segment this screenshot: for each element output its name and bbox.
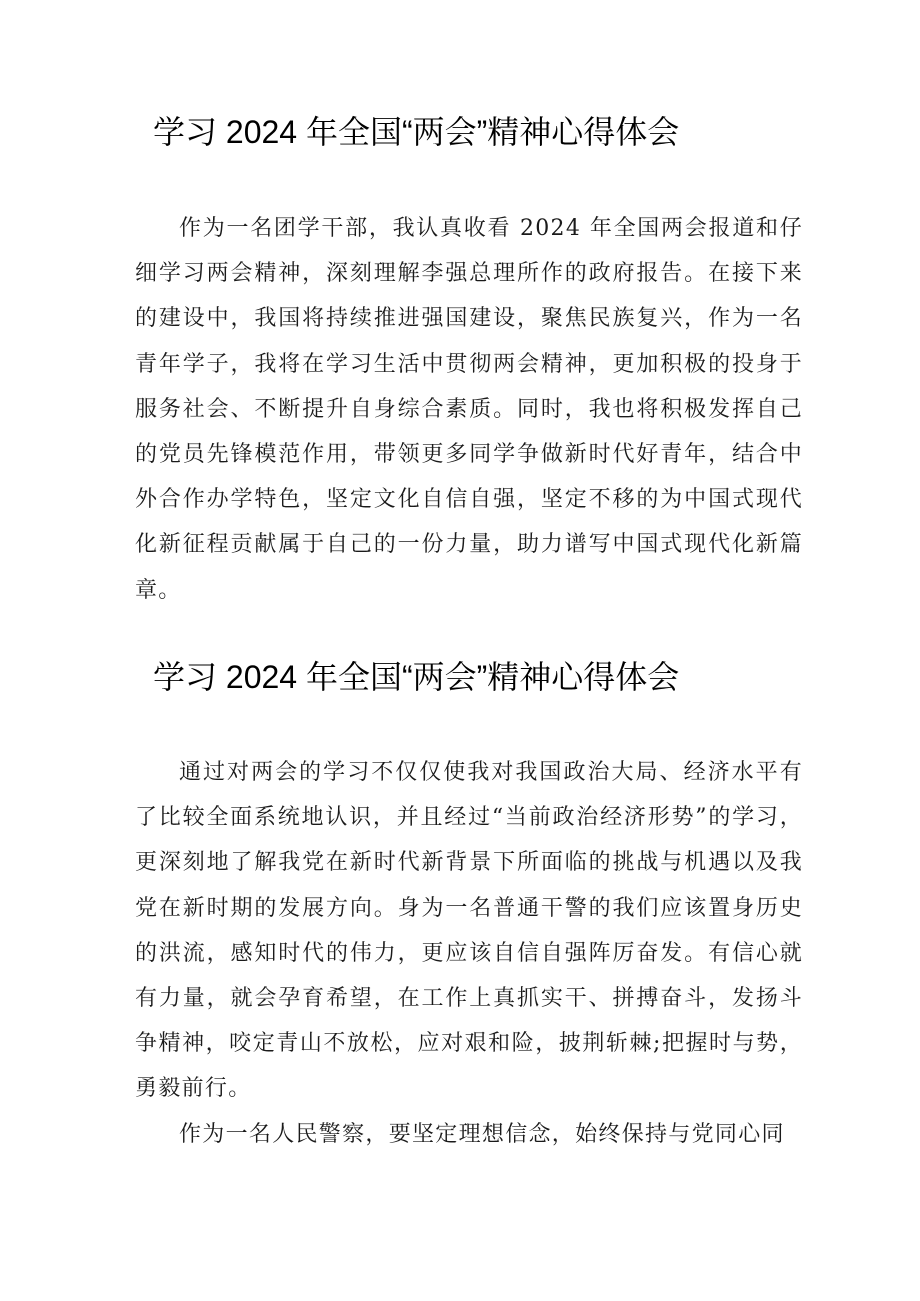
section-2-title: 学习 2024 年全国“两会”精神心得体会 [153,659,680,695]
section-1-title: 学习 2024 年全国“两会”精神心得体会 [153,114,680,150]
section-2-paragraph-1: 通过对两会的学习不仅仅使我对我国政治大局、经济水平有了比较全面系统地认识，并且经过“当前政治经济形势”的学习，更深刻地了解我党在新时代新背景下所面临的挑战与机遇以及我党在新时期的发展方向。身为一名普通干警的我们应该置身历史的洪流，感知时代的伟力，更应该自信自强阵厉奋发。有信心就有力量，就会孕育希望，在工作上真抓实干、拼搏奋斗，发扬斗争精神，咬定青山不放松，应对艰和险，披荆斩棘;把握时与势，勇毅前行。 [135,760,803,1102]
section-2-body [135,750,803,1157]
section-1-body [135,206,803,613]
section-2-paragraph-2: 作为一名人民警察，要坚定理想信念，始终保持与党同心同 [179,1121,785,1147]
section-1-paragraph-1: 作为一名团学干部，我认真收看 2024 年全国两会报道和仔细学习两会精神，深刻理解李强总理所作的政府报告。在接下来的建设中，我国将持续推进强国建设，聚焦民族复兴，作为一名青年学子，我将在学习生活中贯彻两会精神，更加积极的投身于服务社会、不断提升自身综合素质。同时，我也将积极发挥自己的党员先锋模范作用，带领更多同学争做新时代好青年，结合中外合作办学特色，坚定文化自信自强，坚定不移的为中国式现代化新征程贡献属于自己的一份力量，助力谱写中国式现代化新篇章。 [135,216,803,603]
